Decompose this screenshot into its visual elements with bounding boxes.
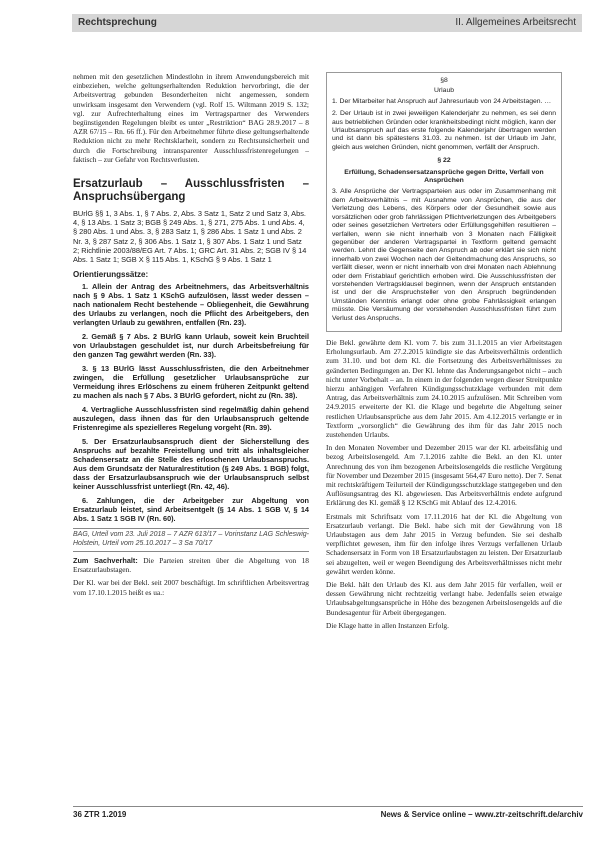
intro-paragraph: nehmen mit den gesetzlichen Mindestlohn in ihrem Anwendungsbereich mit einbeziehen, welche geltungserhaltenden Reduktion hervorbringt, die der Arbeitsvertrag gebunden Besonderheiten nicht angemessen, sondern unwirksam insgesamt den Verwendern (vgl. Rolf 15. Wiltmann 2019 S. 132; vgl. zur Aufrechterhaltung eines im Vertragspartner des Verwenders begünstigenden Regelungen bleibt es unter „Restriktion“ BAG 28.9.2017 – 8 AZR 67/15 – Rn. 66 ff.). Für den Arbeitnehmer führte diese geltungserhaltende Reduktion nicht zu mehr Rechtsklarheit, sondern zu Rechtsunsicherheit und durch die Fortschreibung intransparenter Ausschlussfristenregelungen – faktisch – zur Gefahr von Rechtsverlusten. <box>73 72 309 164</box>
box-section-subtitle: Urlaub <box>433 87 455 95</box>
left-column <box>73 72 309 601</box>
box-section-subtitle-2: Erfüllung, Schadensersatzansprüche gegen Dritte, Verfall von Ansprüchen <box>344 168 544 185</box>
page-number-journal: 36 ZTR 1.2019 <box>73 810 127 819</box>
orientation-item: 2. Gemäß § 7 Abs. 2 BUrlG kann Urlaub, soweit kein Bruchteil von Urlaubstagen geschuldet ist, nur durch Arbeitsbefreiung für den ganzen Tag gewährt werden (Rn. 33). <box>73 332 309 360</box>
body-paragraph: In den Monaten November und Dezember 2015 war der Kl. arbeitsfähig und bezog Arbeitslosengeld. Am 7.1.2016 zahlte die Bekl. an den Kl. unter Anrechnung des von ihm bezogenen Arbeitslosengelds die restliche Vergütung für November und Dezember 2015 (insgesamt 564,47 Euro netto). Der 7. Senat mit rechtskräftigem Teilurteil der Kündigungsschutzklage stattgegeben und den Auflösungsantrag des Kl. abgewiesen. Das Arbeitsverhältnis endete aufgrund Erklärung des Kl. gemäß § 12 KSchG mit Ablauf des 12.4.2016. <box>326 443 562 508</box>
box-item: 1. Der Mitarbeiter hat Anspruch auf Jahresurlaub von 24 Arbeitstagen. … <box>332 97 552 105</box>
orientation-heading: Orientierungssätze: <box>73 270 149 280</box>
orientation-item: 6. Zahlungen, die der Arbeitgeber zur Abgeltung von Ersatzurlaub leistet, sind Arbeitsentgelt (§ 14 Abs. 1 SGB V, § 14 Abs. 1 Satz 1 SGB IV (Rn. 60). <box>73 496 309 524</box>
contract-excerpt-box <box>326 72 562 332</box>
page-footer <box>73 806 583 821</box>
box-section-title-2: § 22 <box>437 157 451 165</box>
page-header <box>72 14 582 32</box>
article-title: Ersatzurlaub – Ausschlussfristen – Anspruchsübergang <box>73 178 309 204</box>
orientation-item: 5. Der Ersatzurlaubsanspruch dient der Sicherstellung des Anspruchs auf bezahlte Freistellung und tritt als inhaltsgleicher Schadensersatz an die Stelle des erloschenen Urlaubsanspruchs. Aus dem Grundsatz der Naturalrestitution (§ 249 Abs. 1 BGB) folgt, dass der Ersatzurlaubsanspruch wie der Urlaubsanspruch selbst keiner Ausschlussfrist unterliegt (Rn. 42, 46). <box>73 437 309 492</box>
sachverhalt-text: Die Parteien streiten über die Abgeltung von 18 Ersatzurlaubstagen. <box>73 556 309 575</box>
orientation-item: 1. Allein der Antrag des Arbeitnehmers, das Arbeitsverhältnis nach § 9 Abs. 1 Satz 1 KSchG aufzulösen, lässt weder dessen – nach nationalem Recht bestehende – Obliegenheit, die Gewährung des Urlaubs zu verlangen, noch die Pflicht des Arbeitgebers, den verlangten Urlaub zu gewähren, entfallen (Rn. 23). <box>73 282 309 328</box>
body-paragraph: Die Klage hatte in allen Instanzen Erfolg. <box>326 620 449 630</box>
body-paragraph: Erstmals mit Schriftsatz vom 17.11.2016 hat der Kl. die Abgeltung von Ersatzurlaub verlangt. Die Bekl. habe sich mit der Gewährung von 18 Urlaubstagen aus dem Jahr 2015 in Verzug befunden. Sie sei deshalb verpflichtet gewesen, ihm für den infolge ihres Verzugs verfallenen Urlaub Schadensersatz in Form von 18 Ersatzurlaubstagen zu leisten. Der Ersatzurlaub sei abzugelten, weil er wegen Beendigung des Arbeitsverhältnisses nicht mehr gewährt werden könne. <box>326 511 562 576</box>
orientation-list <box>73 282 309 523</box>
body-paragraph: Die Bekl. hält den Urlaub des Kl. aus dem Jahr 2015 für verfallen, weil er dessen Gewährung nicht rechtzeitig verlangt habe. Jedenfalls seien etwaige Urlaubsabgeltungsansprüche in Höhe des bezogenen Arbeitslosengelds auf die Bundesagentur für Arbeit übergegangen. <box>326 580 562 617</box>
box-item: 2. Der Urlaub ist in zwei jeweiligen Kalenderjahr zu nehmen, es sei denn aus betrieblichen Gründen oder krankheitsbedingt nicht möglich, kann der Urlaubsanspruch auf das erste folgende Kalenderjahr übertragen werden und ist dann bis spätestens 31.03. zu nehmen. Ist der Urlaub im Jahr, gleich aus welchen Gründen, nicht genommen, verfällt der Anspruch. <box>332 110 556 151</box>
sachverhalt-text-2: Der Kl. war bei der Bekl. seit 2007 beschäftigt. Im schriftlichen Arbeitsvertrag vom 17.10.1.2015 heißt es ua.: <box>73 578 309 597</box>
orientation-item: 3. § 13 BUrlG lässt Ausschlussfristen, die den Arbeitnehmer zwingen, die Erfüllung gesetzlicher Urlaubsansprüche zur Vermeidung ihres Erlöschens zu einem früheren Zeitpunkt geltend zu machen als nach § 7 Abs. 3 BUrlG gefordert, nicht zu (Rn. 38). <box>73 364 309 401</box>
body-paragraph: Die Bekl. gewährte dem Kl. vom 7. bis zum 31.1.2015 an vier Arbeitstagen Erholungsurlaub. Am 27.2.2015 kündigte sie das Arbeitsverhältnis ordentlich zum 31.10. und bot dem Kl. die Fortsetzung des Arbeitsverhältnisses zu geänderten Bedingungen an. Der Kl. lehnte das Änderungsangebot nicht – auch nicht unter Vorbehalt – an. In einem in der folgenden wegen dieser Streitpunkte hierzu anhängigen Verfahren Kündigungsschutzklage verbunden mit dem Antrag, das Arbeitsverhältnis zum 24.10.2015 aufzulösen. Mit Schreiben vom 24.9.2015 erweiterte der Kl. die Klage und begehrte die Abgeltung seiner restlichen Urlaubsansprüche aus dem Jahr 2015. Am 4.12.2015 verlangte er in Textform „vorsorglich“ die Gewährung des ihm für das Jahr 2015 noch zustehenden Urlaubs. <box>326 337 562 439</box>
box-section-title: §8 <box>440 77 448 84</box>
law-references: BUrlG §§ 1, 3 Abs. 1, § 7 Abs. 2, Abs. 3 Satz 1, Satz 2 und Satz 3, Abs. 4, § 13 Abs. 1 Satz 3; BGB § 249 Abs. 1, § 271, 275 Abs. 1 und Abs. 4, § 280 Abs. 1 und Abs. 3, § 283 Satz 1, § 286 Abs. 1 Satz 1 und Abs. 2 Nr. 3, § 287 Satz 2, § 306 Abs. 1 Satz 1, § 307 Abs. 1 Satz 1 und Satz 2; Richtlinie 2003/88/EG Art. 7 Abs. 1; GRC Art. 31 Abs. 2; SGB IV § 14 Abs. 1 Satz 1; SGB X § 115 Abs. 1, KSchG § 9 Abs. 1 Satz 1 <box>73 209 307 265</box>
archive-link[interactable]: News & Service online – www.ztr-zeitschrift.de/archiv <box>380 810 583 819</box>
box-item: 3. Alle Ansprüche der Vertragsparteien aus oder im Zusammenhang mit dem Arbeitsverhältnis – mit Ausnahme von Ansprüchen, die aus der Verletzung des Lebens, des Körpers oder der Gesundheit sowie aus vorsätzlichen oder grob fahrlässigen Pflichtverletzungen des Arbeitgebers oder seines gesetzlichen Vertreters oder Erfüllungsgehilfen resultieren – verfallen, wenn sie nicht innerhalb von 3 Monaten nach Fälligkeit gegenüber der anderen Vertragspartei in Textform geltend gemacht werden. Lehnt die Gegenseite den Anspruch ab oder erklärt sie sich nicht innerhalb von zwei Wochen nach der Geltendmachung des Anspruchs, so verfällt dieser, wenn er nicht innerhalb von drei Monaten nach Ablehnung oder dem Fristablauf gerichtlich erhoben wird. Die Ausschlussfristen der vorstehenden Vertragsklausel beginnen, wenn der Anspruch entstanden ist und der die Anspruchsteller von den Anspruch begründenden Umständen Kenntnis erlangt oder ohne grobe Fahrlässigkeit erlangen müsste. Die Versäumung der vorstehenden Ausschlussfristen führt zum Verlust des Anspruchs. <box>332 188 556 322</box>
header-section: Rechtsprechung <box>78 17 157 28</box>
header-chapter: II. Allgemeines Arbeitsrecht <box>455 17 576 28</box>
court-citation: BAG, Urteil vom 23. Juli 2018 – 7 AZR 613/17 – Vorinstanz LAG Schleswig-Holstein, Urteil vom 25.10.2017 – 3 Sa 70/17 <box>73 528 309 552</box>
orientation-item: 4. Vertragliche Ausschlussfristen sind regelmäßig dahin gehend auszulegen, dass ihnen das für den Urlaubsanspruch geltende Fristenregime als spezielleres Regelung vorgeht (Rn. 39). <box>73 405 309 433</box>
sachverhalt-heading: Zum Sachverhalt: <box>73 556 138 566</box>
right-column <box>326 72 562 634</box>
